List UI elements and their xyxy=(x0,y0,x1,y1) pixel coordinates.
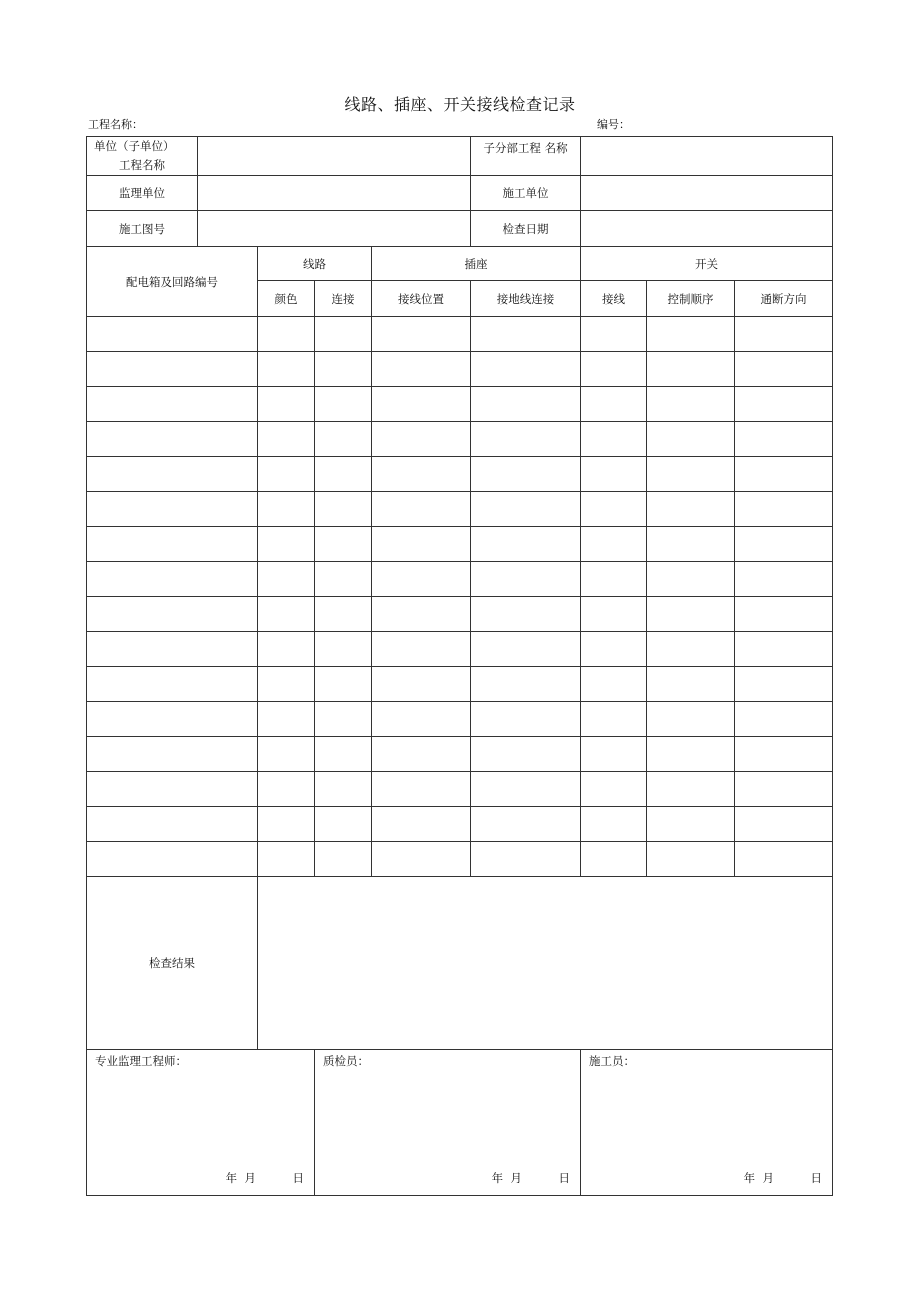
ground-connection-cell[interactable] xyxy=(471,457,581,492)
wiring-position-cell[interactable] xyxy=(372,352,471,387)
connection-cell[interactable] xyxy=(315,842,372,877)
control-sequence-cell[interactable] xyxy=(647,772,735,807)
on-off-direction-cell[interactable] xyxy=(735,317,833,352)
control-sequence-cell[interactable] xyxy=(647,597,735,632)
wiring-position-cell[interactable] xyxy=(372,317,471,352)
on-off-direction-cell[interactable] xyxy=(735,387,833,422)
wiring-position-header: 接线位置 xyxy=(372,281,471,317)
wiring-position-cell[interactable] xyxy=(372,667,471,702)
on-off-direction-cell[interactable] xyxy=(735,667,833,702)
color-cell[interactable] xyxy=(258,842,315,877)
box-circuit-number-cell[interactable] xyxy=(87,667,258,702)
on-off-direction-cell[interactable] xyxy=(735,562,833,597)
color-cell[interactable] xyxy=(258,422,315,457)
inspection-rows xyxy=(87,317,833,877)
control-sequence-cell[interactable] xyxy=(647,737,735,772)
table-row xyxy=(87,772,833,807)
ground-connection-cell[interactable] xyxy=(471,842,581,877)
control-sequence-cell[interactable] xyxy=(647,457,735,492)
box-circuit-number-cell[interactable] xyxy=(87,562,258,597)
color-cell[interactable] xyxy=(258,632,315,667)
connection-cell[interactable] xyxy=(315,632,372,667)
switch-wiring-cell[interactable] xyxy=(581,422,647,457)
color-cell[interactable] xyxy=(258,772,315,807)
box-circuit-number-cell[interactable] xyxy=(87,387,258,422)
connection-cell[interactable] xyxy=(315,737,372,772)
color-cell[interactable] xyxy=(258,457,315,492)
color-cell[interactable] xyxy=(258,597,315,632)
ground-connection-cell[interactable] xyxy=(471,492,581,527)
control-sequence-cell[interactable] xyxy=(647,492,735,527)
on-off-direction-header: 通断方向 xyxy=(735,281,833,317)
control-sequence-cell[interactable] xyxy=(647,702,735,737)
switch-header: 开关 xyxy=(581,247,833,281)
control-sequence-cell[interactable] xyxy=(647,422,735,457)
color-cell[interactable] xyxy=(258,702,315,737)
serial-number-label: 编号： xyxy=(597,118,630,131)
ground-connection-cell[interactable] xyxy=(471,667,581,702)
table-row xyxy=(87,842,833,877)
box-circuit-number-cell[interactable] xyxy=(87,457,258,492)
switch-wiring-cell[interactable] xyxy=(581,772,647,807)
wiring-position-cell[interactable] xyxy=(372,422,471,457)
switch-wiring-cell[interactable] xyxy=(581,842,647,877)
on-off-direction-cell[interactable] xyxy=(735,527,833,562)
on-off-direction-cell[interactable] xyxy=(735,632,833,667)
project-name-label: 工程名称： xyxy=(88,118,143,131)
switch-wiring-cell[interactable] xyxy=(581,527,647,562)
on-off-direction-cell[interactable] xyxy=(735,492,833,527)
table-row xyxy=(87,457,833,492)
switch-wiring-cell[interactable] xyxy=(581,317,647,352)
connection-cell[interactable] xyxy=(315,772,372,807)
switch-wiring-cell[interactable] xyxy=(581,737,647,772)
supervisor-signature-cell[interactable] xyxy=(87,1050,315,1196)
supervision-unit-field[interactable] xyxy=(198,176,471,211)
table-row xyxy=(87,352,833,387)
table-row xyxy=(87,702,833,737)
ground-connection-cell[interactable] xyxy=(471,562,581,597)
constructor-label: 施工员： xyxy=(589,1054,635,1068)
table-row xyxy=(87,492,833,527)
connection-cell[interactable] xyxy=(315,457,372,492)
wiring-position-cell[interactable] xyxy=(372,842,471,877)
table-row xyxy=(87,667,833,702)
ground-connection-cell[interactable] xyxy=(471,317,581,352)
switch-wiring-cell[interactable] xyxy=(581,562,647,597)
on-off-direction-cell[interactable] xyxy=(735,597,833,632)
table-row xyxy=(87,387,833,422)
box-circuit-number-header: 配电箱及回路编号 xyxy=(87,247,258,317)
color-cell[interactable] xyxy=(258,527,315,562)
wiring-header: 线路 xyxy=(258,247,372,281)
box-circuit-number-cell[interactable] xyxy=(87,842,258,877)
ground-connection-cell[interactable] xyxy=(471,807,581,842)
on-off-direction-cell[interactable] xyxy=(735,737,833,772)
supervision-unit-label: 监理单位 xyxy=(87,176,198,211)
switch-wiring-cell[interactable] xyxy=(581,632,647,667)
control-sequence-cell[interactable] xyxy=(647,562,735,597)
box-circuit-number-cell[interactable] xyxy=(87,492,258,527)
supervisor-label: 专业监理工程师： xyxy=(95,1054,187,1068)
connection-cell[interactable] xyxy=(315,317,372,352)
wiring-position-cell[interactable] xyxy=(372,737,471,772)
ground-connection-cell[interactable] xyxy=(471,352,581,387)
wiring-position-cell[interactable] xyxy=(372,492,471,527)
wiring-position-cell[interactable] xyxy=(372,597,471,632)
wiring-position-cell[interactable] xyxy=(372,807,471,842)
inspector-label: 质检员： xyxy=(323,1054,369,1068)
ground-connection-cell[interactable] xyxy=(471,632,581,667)
on-off-direction-cell[interactable] xyxy=(735,422,833,457)
wiring-position-cell[interactable] xyxy=(372,702,471,737)
unit-project-name-field[interactable] xyxy=(198,137,471,176)
table-row xyxy=(87,527,833,562)
table-row xyxy=(87,562,833,597)
table-row xyxy=(87,317,833,352)
color-header: 颜色 xyxy=(258,281,315,317)
on-off-direction-cell[interactable] xyxy=(735,842,833,877)
box-circuit-number-cell[interactable] xyxy=(87,632,258,667)
switch-wiring-cell[interactable] xyxy=(581,807,647,842)
ground-connection-header: 接地线连接 xyxy=(471,281,581,317)
on-off-direction-cell[interactable] xyxy=(735,772,833,807)
control-sequence-cell[interactable] xyxy=(647,317,735,352)
on-off-direction-cell[interactable] xyxy=(735,352,833,387)
check-result-label: 检查结果 xyxy=(87,877,258,1050)
table-row xyxy=(87,807,833,842)
page-title: 线路、插座、开关接线检查记录 xyxy=(344,95,576,114)
connection-cell[interactable] xyxy=(315,422,372,457)
color-cell[interactable] xyxy=(258,807,315,842)
construction-unit-label: 施工单位 xyxy=(471,176,581,211)
constructor-signature-cell[interactable] xyxy=(581,1050,833,1196)
box-circuit-number-cell[interactable] xyxy=(87,737,258,772)
connection-cell[interactable] xyxy=(315,387,372,422)
drawing-number-field[interactable] xyxy=(198,211,471,247)
connection-cell[interactable] xyxy=(315,527,372,562)
inspector-date: 年 月 日 xyxy=(491,1171,570,1185)
ground-connection-cell[interactable] xyxy=(471,702,581,737)
constructor-date: 年 月 日 xyxy=(743,1171,823,1185)
box-circuit-number-cell[interactable] xyxy=(87,702,258,737)
switch-wiring-header: 接线 xyxy=(581,281,647,317)
wiring-position-cell[interactable] xyxy=(372,457,471,492)
supervisor-date: 年 月 日 xyxy=(225,1171,304,1185)
control-sequence-cell[interactable] xyxy=(647,352,735,387)
ground-connection-cell[interactable] xyxy=(471,772,581,807)
table-row xyxy=(87,737,833,772)
ground-connection-cell[interactable] xyxy=(471,737,581,772)
on-off-direction-cell[interactable] xyxy=(735,702,833,737)
control-sequence-cell[interactable] xyxy=(647,667,735,702)
control-sequence-cell[interactable] xyxy=(647,807,735,842)
box-circuit-number-cell[interactable] xyxy=(87,597,258,632)
ground-connection-cell[interactable] xyxy=(471,527,581,562)
check-date-label: 检查日期 xyxy=(471,211,581,247)
table-row xyxy=(87,632,833,667)
table-row xyxy=(87,597,833,632)
inspector-signature-cell[interactable] xyxy=(315,1050,581,1196)
wiring-position-cell[interactable] xyxy=(372,562,471,597)
box-circuit-number-cell[interactable] xyxy=(87,352,258,387)
wiring-position-cell[interactable] xyxy=(372,527,471,562)
drawing-number-label: 施工图号 xyxy=(87,211,198,247)
table-row xyxy=(87,422,833,457)
box-circuit-number-cell[interactable] xyxy=(87,422,258,457)
control-sequence-cell[interactable] xyxy=(647,387,735,422)
construction-unit-field[interactable] xyxy=(581,176,833,211)
color-cell[interactable] xyxy=(258,317,315,352)
check-result-field[interactable] xyxy=(258,877,833,1050)
ground-connection-cell[interactable] xyxy=(471,387,581,422)
on-off-direction-cell[interactable] xyxy=(735,457,833,492)
ground-connection-cell[interactable] xyxy=(471,422,581,457)
wiring-position-cell[interactable] xyxy=(372,632,471,667)
ground-connection-cell[interactable] xyxy=(471,597,581,632)
connection-header: 连接 xyxy=(315,281,372,317)
connection-cell[interactable] xyxy=(315,562,372,597)
wiring-position-cell[interactable] xyxy=(372,772,471,807)
sub-project-name-label: 子分部工程 名称 xyxy=(471,137,581,176)
switch-wiring-cell[interactable] xyxy=(581,457,647,492)
color-cell[interactable] xyxy=(258,492,315,527)
socket-header: 插座 xyxy=(372,247,581,281)
control-sequence-cell[interactable] xyxy=(647,842,735,877)
wiring-position-cell[interactable] xyxy=(372,387,471,422)
switch-wiring-cell[interactable] xyxy=(581,702,647,737)
color-cell[interactable] xyxy=(258,667,315,702)
color-cell[interactable] xyxy=(258,387,315,422)
switch-wiring-cell[interactable] xyxy=(581,597,647,632)
unit-project-name-label: 单位（子单位） 工程名称 xyxy=(87,137,198,176)
box-circuit-number-cell[interactable] xyxy=(87,527,258,562)
connection-cell[interactable] xyxy=(315,807,372,842)
control-sequence-cell[interactable] xyxy=(647,527,735,562)
box-circuit-number-cell[interactable] xyxy=(87,807,258,842)
inspection-form-table xyxy=(86,136,833,1196)
box-circuit-number-cell[interactable] xyxy=(87,772,258,807)
color-cell[interactable] xyxy=(258,562,315,597)
connection-cell[interactable] xyxy=(315,492,372,527)
check-date-field[interactable] xyxy=(581,211,833,247)
sub-project-name-field[interactable] xyxy=(581,137,833,176)
connection-cell[interactable] xyxy=(315,597,372,632)
control-sequence-header: 控制顺序 xyxy=(647,281,735,317)
switch-wiring-cell[interactable] xyxy=(581,667,647,702)
color-cell[interactable] xyxy=(258,352,315,387)
connection-cell[interactable] xyxy=(315,702,372,737)
connection-cell[interactable] xyxy=(315,352,372,387)
connection-cell[interactable] xyxy=(315,667,372,702)
switch-wiring-cell[interactable] xyxy=(581,352,647,387)
switch-wiring-cell[interactable] xyxy=(581,492,647,527)
control-sequence-cell[interactable] xyxy=(647,632,735,667)
on-off-direction-cell[interactable] xyxy=(735,807,833,842)
switch-wiring-cell[interactable] xyxy=(581,387,647,422)
box-circuit-number-cell[interactable] xyxy=(87,317,258,352)
color-cell[interactable] xyxy=(258,737,315,772)
